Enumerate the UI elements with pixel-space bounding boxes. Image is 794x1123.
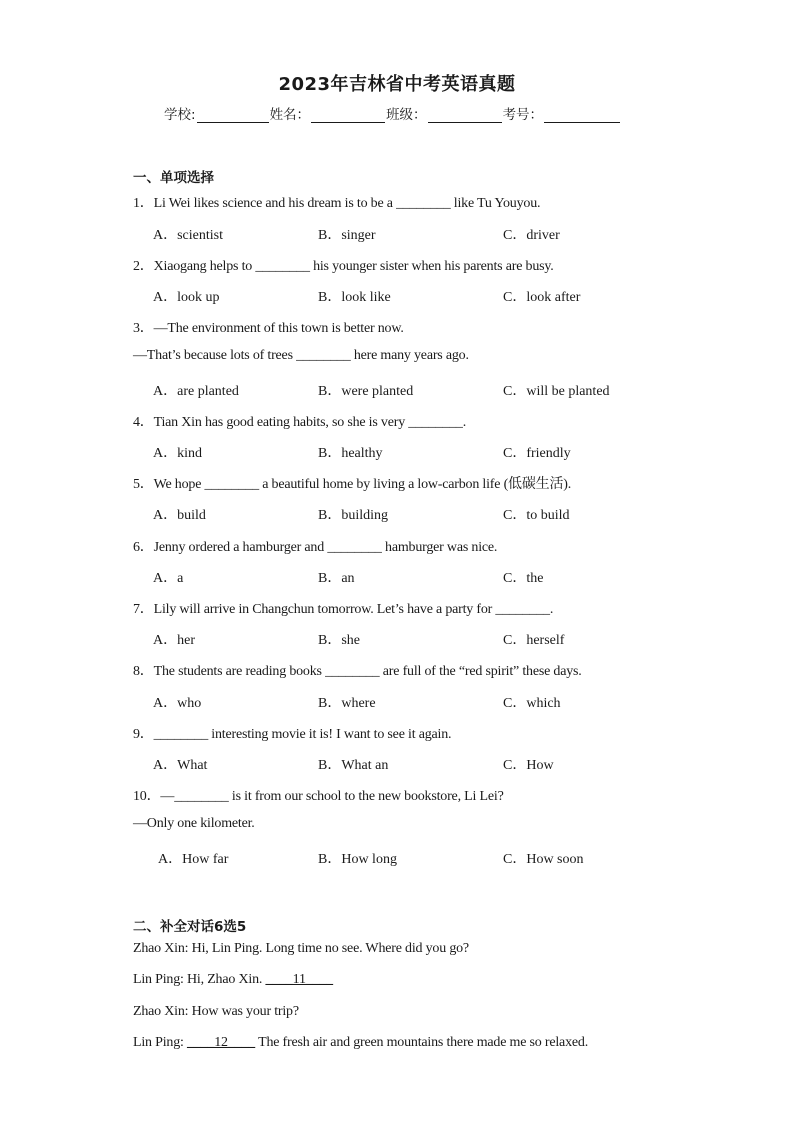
section-1-heading: 一、单项选择 [133,170,214,186]
question-8-stem: 8．The students are reading books ________ are full of the “red spirit” these days. [133,664,582,679]
question-2-option-c[interactable]: C．look after [503,290,581,305]
dialogue-line-2 [133,972,333,988]
class-label: 班级： [386,107,427,123]
question-10-option-c[interactable]: C．How soon [503,852,584,867]
question-7-option-c[interactable]: C．herself [503,633,565,648]
number-blank[interactable] [544,108,620,123]
question-3-option-b[interactable]: B．were planted [318,384,414,399]
question-7-stem: 7．Lily will arrive in Changchun tomorrow. Let’s have a party for ________. [133,602,554,617]
blank-12[interactable]: ____12____ [187,1035,256,1050]
class-field [386,103,503,123]
number-field [503,103,622,123]
question-2-stem: 2．Xiaogang helps to ________ his younger sister when his parents are busy. [133,259,554,274]
question-9-option-a[interactable]: A．What [153,758,208,773]
question-3-stem: 3．—The environment of this town is better now. [133,321,404,336]
question-9-option-b[interactable]: B．What an [318,758,389,773]
number-label: 考号： [502,107,544,123]
question-2-option-a[interactable]: A．look up [153,290,220,305]
question-1-option-c[interactable]: C．driver [503,228,560,243]
question-6-option-b[interactable]: B．an [318,571,355,586]
question-6-option-a[interactable]: A．a [153,571,184,586]
question-2-option-b[interactable]: B．look like [318,290,391,305]
school-blank[interactable] [197,108,269,123]
question-5-option-a[interactable]: A．build [153,508,206,523]
question-5-stem: 5．We hope ________ a beautiful home by living a low-carbon life (低碳生活). [133,477,572,492]
section-2-heading: 二、补全对话6选5 [133,919,247,935]
question-10-stem-reply: —Only one kilometer. [133,816,255,831]
question-7-option-a[interactable]: A．her [153,633,195,648]
question-8-option-a[interactable]: A．who [153,696,202,711]
dialogue-line-2-text: Lin Ping: Hi, Zhao Xin. [133,972,266,987]
question-1-stem: 1．Li Wei likes science and his dream is to be a ________ like Tu Youyou. [133,196,541,211]
name-field [270,103,387,123]
question-5-option-c[interactable]: C．to build [503,508,570,523]
question-8-option-c[interactable]: C．which [503,696,561,711]
dialogue-line-4-text: The fresh air and green mountains there made me so relaxed. [258,1035,588,1050]
blank-11[interactable]: ____11____ [265,972,333,987]
question-4-option-a[interactable]: A．kind [153,446,202,461]
question-1-option-b[interactable]: B．singer [318,228,376,243]
question-10-option-a[interactable]: A．How far [158,852,229,867]
school-field [164,103,270,123]
question-3-option-a[interactable]: A．are planted [153,384,239,399]
question-5-option-b[interactable]: B．building [318,508,389,523]
question-6-option-c[interactable]: C．the [503,571,544,586]
question-10-stem: 10．—________ is it from our school to the new bookstore, Li Lei? [133,789,504,804]
question-8-option-b[interactable]: B．where [318,696,376,711]
question-9-option-c[interactable]: C．How [503,758,554,773]
question-7-option-b[interactable]: B．she [318,633,360,648]
page-title: 2023年吉林省中考英语真题 [278,74,516,95]
dialogue-line-4-prefix: Lin Ping: [133,1035,188,1050]
student-info-line [164,103,621,123]
question-3-option-c[interactable]: C．will be planted [503,384,610,399]
name-blank[interactable] [311,108,385,123]
question-4-option-c[interactable]: C．friendly [503,446,571,461]
question-4-stem: 4．Tian Xin has good eating habits, so she is very ________. [133,415,466,430]
name-label: 姓名： [269,107,311,123]
question-6-stem: 6．Jenny ordered a hamburger and ________ hamburger was nice. [133,540,498,555]
question-9-stem: 9．________ interesting movie it is! I want to see it again. [133,727,452,742]
dialogue-line-3: Zhao Xin: How was your trip? [133,1004,299,1019]
question-1-option-a[interactable]: A．scientist [153,228,223,243]
school-label: 学校: [164,107,196,123]
question-4-option-b[interactable]: B．healthy [318,446,383,461]
question-3-stem-reply: —That’s because lots of trees ________ here many years ago. [133,348,469,363]
dialogue-line-4 [133,1035,588,1051]
question-10-option-b[interactable]: B．How long [318,852,397,867]
dialogue-line-1: Zhao Xin: Hi, Lin Ping. Long time no see. Where did you go? [133,941,469,956]
class-blank[interactable] [428,108,502,123]
